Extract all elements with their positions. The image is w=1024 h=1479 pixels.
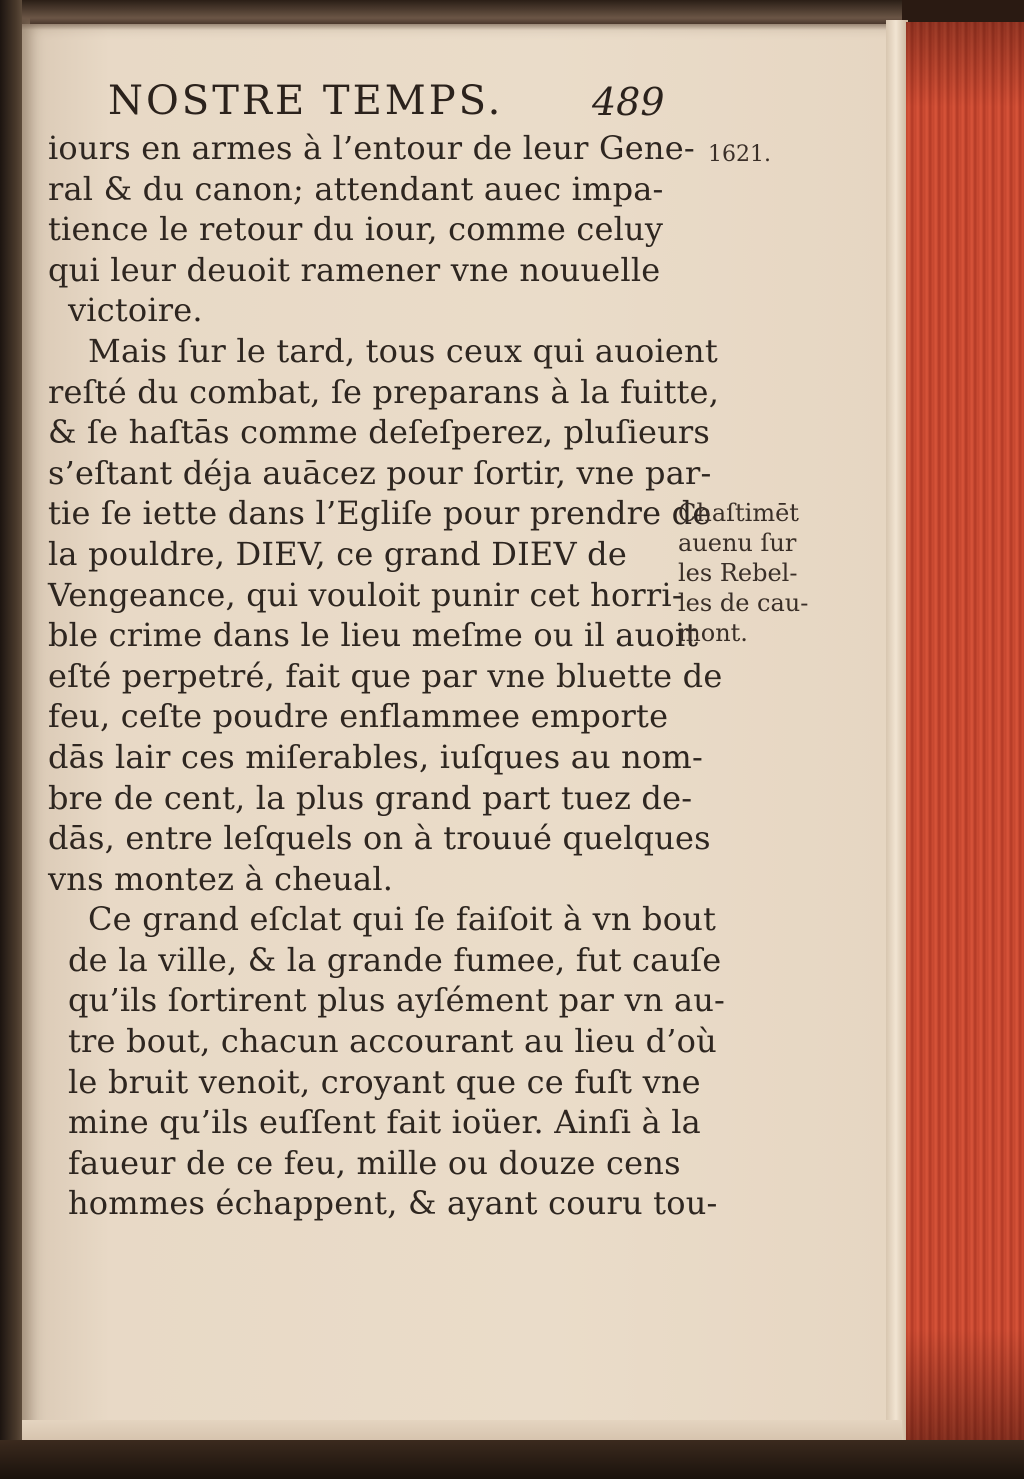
text-line: la pouldre, DIEV, ce grand DIEV de xyxy=(48,534,627,573)
text-line: Mais ſur le tard, tous ceux qui auoient xyxy=(88,331,718,370)
text-line: reſté du combat, ſe preparans à la fuitte, xyxy=(48,372,720,411)
text-line: faueur de ce feu, mille ou douze cens xyxy=(68,1143,681,1182)
text-line: de la ville, & la grande fumee, fut cauſe xyxy=(68,940,722,979)
text-line: hommes échappent, & ayant couru tou- xyxy=(68,1184,718,1223)
bottom-background xyxy=(0,1440,1024,1479)
text-line: tience le retour du iour, comme celuy xyxy=(48,210,664,249)
sidenote-line: mont. xyxy=(678,619,748,647)
text-line: victoire. xyxy=(68,291,203,330)
text-line: qu’ils ſortirent plus ayſément par vn au- xyxy=(68,981,726,1020)
text-line: mine qu’ils euſſent fait ioüer. Ainſi à la xyxy=(68,1103,701,1142)
red-edge-shade xyxy=(906,22,1024,1442)
page-curl-edge xyxy=(886,20,908,1440)
text-line: le bruit venoit, croyant que ce fuſt vne xyxy=(68,1062,701,1101)
text-line: feu, ceſte poudre enflammee emporte xyxy=(48,697,669,736)
top-edge-shadow xyxy=(22,0,902,30)
text-line: eſté perpetré, fait que par vne bluette de xyxy=(48,656,723,695)
text-line: tie ſe iette dans l’Egliſe pour prendre de xyxy=(48,494,712,533)
text-line: tre bout, chacun accourant au lieu d’où xyxy=(68,1022,717,1061)
text-line: dās lair ces miſerables, iuſques au nom- xyxy=(48,737,703,776)
text-line: iours en armes à l’entour de leur Gene- xyxy=(48,129,695,167)
text-line: ral & du canon; attendant auec impa- xyxy=(48,169,664,208)
text-line: qui leur deuoit ramener vne nouuelle xyxy=(48,250,661,289)
body-text xyxy=(48,128,726,1224)
margin-sidenote xyxy=(678,498,828,648)
text-line: s’eſtant déja auācez pour ſortir, vne par- xyxy=(48,453,712,492)
text-line: dās, entre leſquels on à trouué quelques xyxy=(48,819,711,858)
text-line: vns montez à cheual. xyxy=(48,859,394,898)
margin-year: 1621. xyxy=(708,142,771,167)
text-line: ble crime dans le lieu meſme ou il auoit xyxy=(48,616,699,655)
page-number: 489 xyxy=(592,80,665,124)
text-line: Vengeance, qui vouloit punir cet horri- xyxy=(48,575,683,614)
sidenote-line: les Rebel- xyxy=(678,559,798,587)
sidenote-line: Chaſtimēt xyxy=(678,499,799,527)
text-line: bre de cent, la plus grand part tuez de- xyxy=(48,778,693,817)
sidenote-line: les de cau- xyxy=(678,589,809,617)
sidenote-line: auenu ſur xyxy=(678,529,797,557)
text-line: & ſe haſtās comme deſeſperez, pluſieurs xyxy=(48,413,711,452)
page-header xyxy=(108,78,688,128)
text-line: Ce grand eſclat qui ſe faiſoit à vn bout xyxy=(88,900,717,939)
running-head: NOSTRE TEMPS. xyxy=(108,78,504,124)
